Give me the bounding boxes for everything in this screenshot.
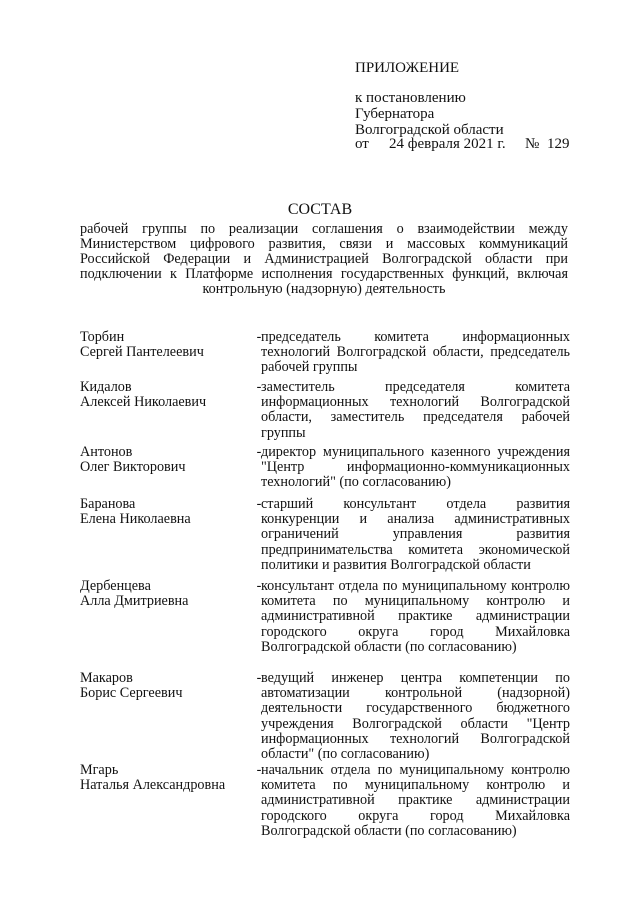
document-subtitle: рабочей группы по реализации соглашения о взаимодействии между Министерством цифрового развития, связи и массовых коммуникаций Российской Федерации и Администрацией Волгоградской области при подключении к Платформе исполнения государственных функций, включая контрольную (надзорную) деятельность bbox=[80, 221, 568, 297]
member-name bbox=[80, 671, 250, 701]
appendix-line-1: к постановлению bbox=[355, 90, 466, 106]
member-dash: - bbox=[256, 496, 262, 512]
member-role: председатель комитета информационных технологий Волгоградской области, председатель рабочей группы bbox=[261, 329, 570, 376]
decree-number-label: № bbox=[525, 136, 540, 152]
member-surname: Кидалов bbox=[80, 379, 132, 395]
member-surname: Мгарь bbox=[80, 762, 119, 778]
member-name bbox=[80, 579, 250, 609]
decree-date-line bbox=[355, 136, 570, 153]
document-heading: СОСТАВ bbox=[287, 201, 353, 218]
decree-from-label: от bbox=[355, 136, 369, 152]
member-name bbox=[80, 445, 250, 475]
member-surname: Макаров bbox=[80, 670, 133, 686]
appendix-line-2: Губернатора bbox=[355, 106, 435, 122]
member-role: старший консультант отдела развития конкуренции и анализа административных ограничений управления развития предпринимательства комитета экономической политики и развития Волгоградской области bbox=[261, 496, 570, 573]
member-role: консультант отдела по муниципальному контролю комитета по муниципальному контролю и административной практике администрации городского округа город Михайловка Волгоградской области (по согласованию) bbox=[261, 578, 570, 655]
member-role: директор муниципального казенного учреждения "Центр информационно-коммуникационных технологий" (по согласованию) bbox=[261, 444, 570, 491]
member-given-name: Олег Викторович bbox=[80, 459, 186, 476]
member-name bbox=[80, 330, 250, 360]
member-name bbox=[80, 380, 250, 410]
member-dash: - bbox=[256, 379, 262, 395]
member-role: заместитель председателя комитета информационных технологий Волгоградской области, заместитель председателя рабочей группы bbox=[261, 379, 570, 441]
appendix-line-3: Волгоградской области bbox=[355, 122, 504, 138]
decree-number: 129 bbox=[547, 136, 570, 152]
appendix-title: ПРИЛОЖЕНИЕ bbox=[355, 60, 460, 76]
member-given-name: Алла Дмитриевна bbox=[80, 593, 189, 610]
member-given-name: Сергей Пантелеевич bbox=[80, 344, 204, 361]
decree-date: 24 февраля 2021 г. bbox=[389, 136, 506, 152]
member-surname: Антонов bbox=[80, 444, 133, 460]
member-given-name: Елена Николаевна bbox=[80, 511, 191, 528]
member-dash: - bbox=[256, 578, 262, 594]
member-dash: - bbox=[256, 670, 262, 686]
member-surname: Дербенцева bbox=[80, 578, 151, 594]
member-dash: - bbox=[256, 444, 262, 460]
member-role: начальник отдела по муниципальному контролю комитета по муниципальному контролю и административной практике администрации городского округа город Михайловка Волгоградской области (по согласованию) bbox=[261, 762, 570, 839]
member-dash: - bbox=[256, 329, 262, 345]
appendix-block bbox=[355, 60, 504, 138]
member-surname: Торбин bbox=[80, 329, 125, 345]
member-name bbox=[80, 763, 250, 793]
member-given-name: Борис Сергеевич bbox=[80, 685, 183, 702]
member-given-name: Алексей Николаевич bbox=[80, 394, 207, 411]
member-given-name: Наталья Александровна bbox=[80, 777, 226, 794]
member-surname: Баранова bbox=[80, 496, 136, 512]
member-dash: - bbox=[256, 762, 262, 778]
member-name bbox=[80, 497, 250, 527]
member-role: ведущий инженер центра компетенции по автоматизации контрольной (надзорной) деятельности государственного бюджетного учреждения Волгоградской области "Центр информационных технологий Волгоградской области" (по согласованию) bbox=[261, 670, 570, 763]
